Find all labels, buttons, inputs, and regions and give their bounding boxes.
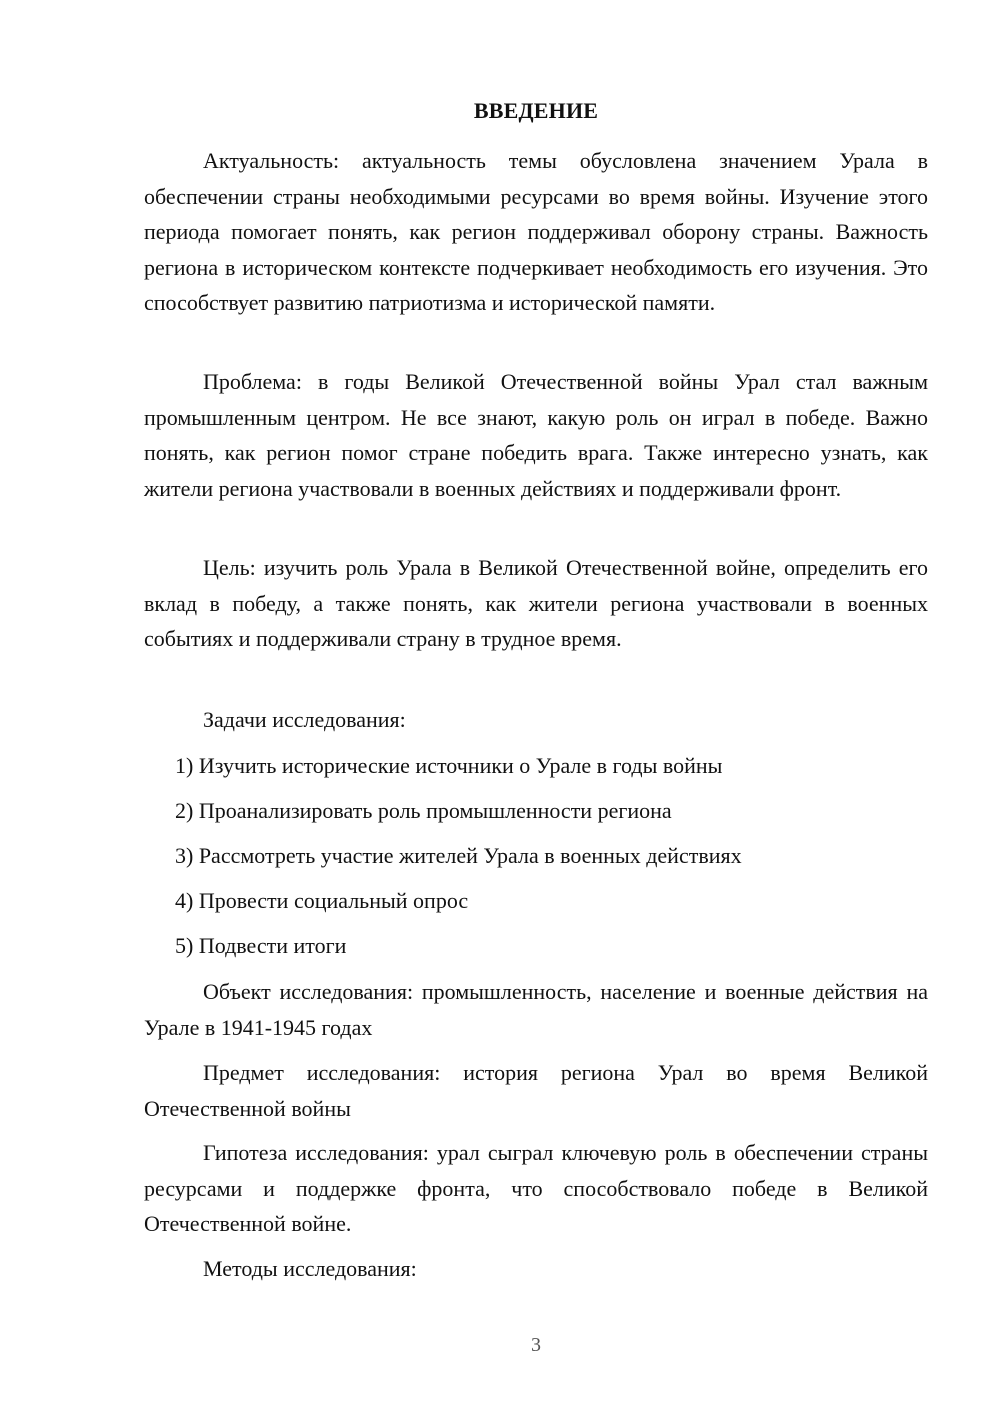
document-title: ВВЕДЕНИЕ [473, 98, 599, 123]
task-item-4: 4) Провести социальный опрос [175, 888, 469, 913]
task-item-2: 2) Проанализировать роль промышленности региона [175, 798, 672, 823]
tasks-heading: Задачи исследования: [203, 707, 406, 732]
paragraph-goal: Цель: изучить роль Урала в Великой Отечественной войне, определить его вклад в победу, а также понять, как жители региона участвовали в военных событиях и поддерживали страну в трудное время. [144, 555, 928, 651]
paragraph-relevance: Актуальность: актуальность темы обусловлена значением Урала в обеспечении страны необходимыми ресурсами во время войны. Изучение этого периода помогает понять, как регион поддерживал оборону страны. Важность региона в историческом контексте подчеркивает необходимость его изучения. Это способствует развитию патриотизма и исторической памяти. [144, 148, 928, 315]
paragraph-object: Объект исследования: промышленность, население и военные действия на Урале в 1941-1945 годах [144, 979, 928, 1040]
page-number: 3 [531, 1334, 541, 1356]
task-item-3: 3) Рассмотреть участие жителей Урала в военных действиях [175, 843, 742, 868]
paragraph-problem: Проблема: в годы Великой Отечественной войны Урал стал важным промышленным центром. Не все знают, какую роль он играл в победе. Важно понять, как регион помог стране победить врага. Также интересно узнать, как жители региона участвовали в военных действиях и поддерживали фронт. [144, 369, 928, 501]
methods-heading: Методы исследования: [203, 1256, 417, 1281]
task-item-1: 1) Изучить исторические источники о Урале в годы войны [175, 753, 723, 778]
task-item-5: 5) Подвести итоги [175, 933, 347, 958]
paragraph-hypothesis: Гипотеза исследования: урал сыграл ключевую роль в обеспечении страны ресурсами и поддержке фронта, что способствовало победе в Великой Отечественной войне. [144, 1140, 928, 1236]
paragraph-subject: Предмет исследования: история региона Урал во время Великой Отечественной войны [144, 1060, 928, 1121]
